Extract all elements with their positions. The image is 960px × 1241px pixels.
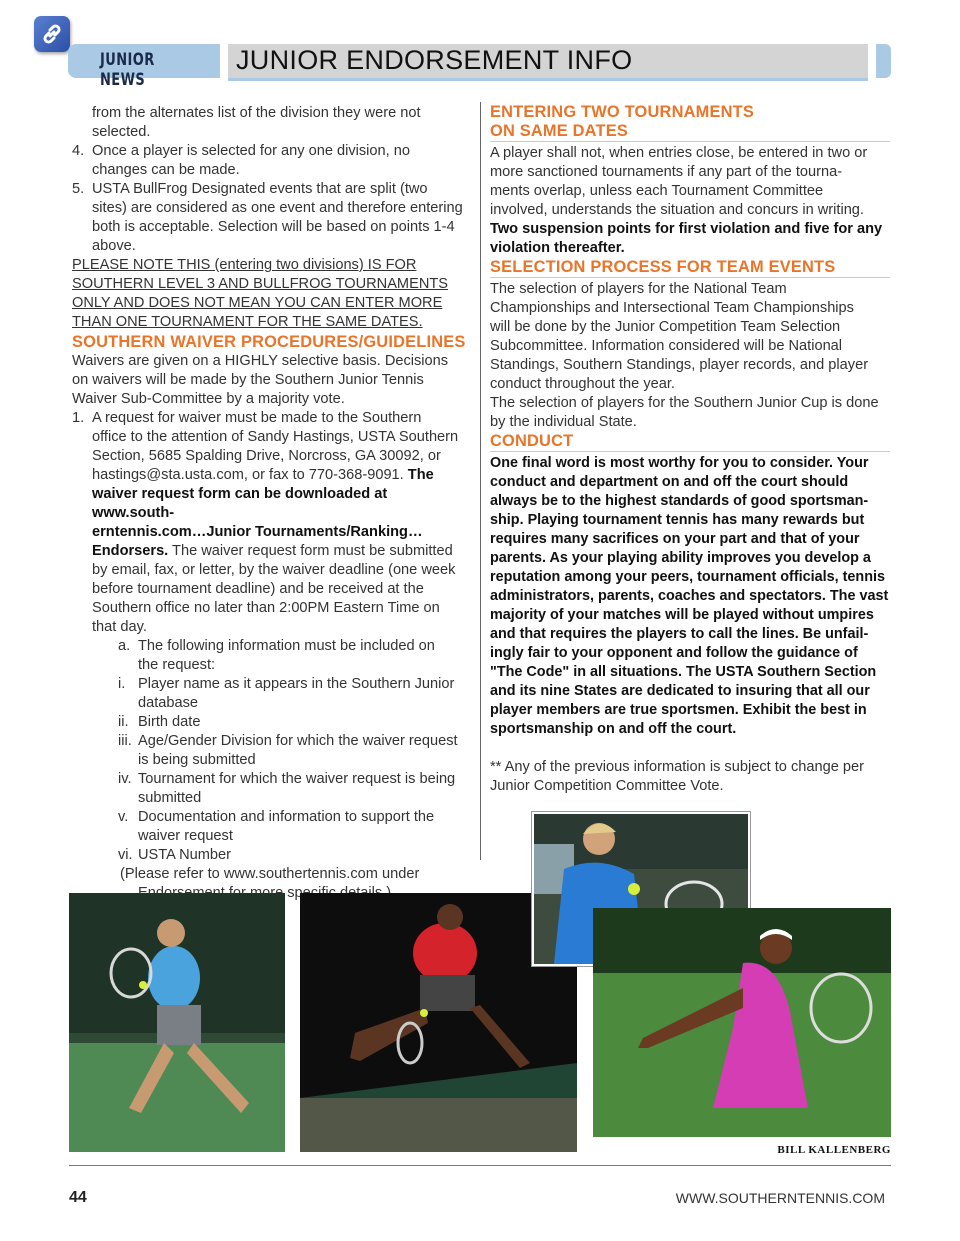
sub-list-item: i. Player name as it appears in the Southern Junior database xyxy=(118,676,455,711)
sub-list-item: ii. Birth date xyxy=(118,714,201,730)
conduct-text: One final word is most worthy for you to consider. Your conduct and department on and off the court should always be to the highest standards of good sportsman- ship. Playing tournament tennis has many rewards but requires many sacrifices on your part and that of your parents. As your playing ability improves you develop a reputation among your peers, tournament officials, tennis administrators, parents, coaches and spectators. The vast majority of your matches will be played without umpires and that requires the players to call the lines. Be unfail- ingly fair to your opponent and follow the guidance of "The Code" in all situations. The USTA Southern Section and its nine States are dedicated to insuring that all our player members are true sportsmen. Exhibit the best in sportsmanship on and off the court. xyxy=(490,455,889,737)
waiver-heading: SOUTHERN WAIVER PROCEDURES/GUIDELINES xyxy=(72,333,466,351)
disclaimer: ** Any of the previous information is subject to change per Junior Competition Committee Vote. xyxy=(490,759,864,794)
waiver-intro: Waivers are given on a HIGHLY selective basis. Decisions on waivers will be made by the Southern Junior Tennis Waiver Sub-Committee by a majority vote. xyxy=(72,353,449,407)
photo-illustration xyxy=(69,893,285,1152)
footer-divider xyxy=(69,1165,891,1166)
continued-text: from the alternates list of the division they were not selected. xyxy=(92,105,421,140)
sub-list-item: iv. Tournament for which the waiver request is being submitted xyxy=(118,771,456,806)
title-end-cap xyxy=(876,44,891,78)
left-column xyxy=(72,104,472,903)
sub-list-item: iii. Age/Gender Division for which the waiver request is being submitted xyxy=(118,733,458,768)
list-item: 1. A request for waiver must be made to the Southern office to the attention of Sandy Hastings, USTA Southern Section, 5685 Spalding Drive, Norcross, GA 30092, or hastings@sta.usta.com, or fax to 770-368-9091. The waiver request form can be downloaded at www.south- erntennis.com…Junior Tournaments/Ranking… Endorsers. The waiver request form must be submitted by email, fax, or letter, by the waiver deadline (one week before tournament deadline) and be received at the Southern office no later than 2:00PM Eastern Time on that day. xyxy=(72,410,459,635)
page-title: JUNIOR ENDORSEMENT INFO xyxy=(236,45,633,75)
sub-list-item: v. Documentation and information to support the waiver request xyxy=(118,809,435,844)
section-label: JUNIOR NEWS xyxy=(100,50,155,90)
team-events-text: The selection of players for the National Team Championships and Intersectional Team Championships will be done by the Junior Competition Team Selection Subcommittee. Information considered will be National Standings, Southern Standings, player records, and player conduct throughout the year. The selection of players for the Southern Junior Cup is done by the individual State. xyxy=(490,281,879,430)
chain-link-glyph xyxy=(40,22,64,46)
list-item: 5. USTA BullFrog Designated events that are split (two sites) are considered as one event and therefore entering both is acceptable. Selection will be based on points 1-4 above. xyxy=(72,181,463,254)
page-title-bar xyxy=(228,44,868,81)
conduct-heading: CONDUCT xyxy=(490,432,890,452)
two-tournaments-heading: ENTERING TWO TOURNAMENTS ON SAME DATES xyxy=(490,103,890,142)
photo-player-pink-dress xyxy=(593,908,891,1137)
website-url[interactable]: WWW.SOUTHERNTENNIS.COM xyxy=(675,1190,885,1206)
page-number: 44 xyxy=(69,1189,87,1206)
closing-note: (Please refer to www.southertennis.com under xyxy=(120,866,420,882)
team-events-heading: SELECTION PROCESS FOR TEAM EVENTS xyxy=(490,258,890,278)
column-divider xyxy=(480,102,481,860)
photo-credit: BILL KALLENBERG xyxy=(777,1144,891,1156)
link-icon[interactable] xyxy=(34,16,70,52)
section-tab xyxy=(68,44,220,90)
photo-illustration xyxy=(593,908,891,1137)
right-column xyxy=(490,103,890,796)
sub-list-item: vi. USTA Number xyxy=(118,847,231,863)
two-tournaments-text: A player shall not, when entries close, be entered in two or more sanctioned tournaments if any part of the tourna- ments overlap, unless each Tournament Committee involved, understands the situation and concurs in writing. Two suspension points for first violation and five for any violation thereafter. xyxy=(490,145,883,256)
list-item: 4. Once a player is selected for any one division, no changes can be made. xyxy=(72,143,410,178)
photo-player-blue-shirt xyxy=(69,893,285,1152)
note-paragraph: PLEASE NOTE THIS (entering two divisions) IS FOR SOUTHERN LEVEL 3 AND BULLFROG TOURNAMENTS ONLY AND DOES NOT MEAN YOU CAN ENTER MORE THAN ONE TOURNAMENT FOR THE SAME DATES. xyxy=(72,257,449,330)
sub-list-item: a. The following information must be included on the request: xyxy=(118,638,435,673)
